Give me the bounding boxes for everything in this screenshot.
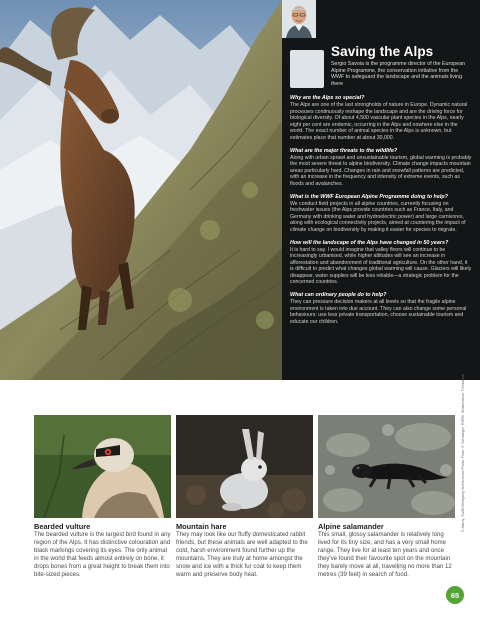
- mountain-hare-photo: [176, 415, 313, 518]
- salamander-image: [318, 415, 455, 518]
- species-description: They may look like our fluffy domesticated rabbit friends, but these animals are well adapted to the cold, harsh environment found further up the mountains. They are truly at home amongst the snow and ice with a thick fur coat to keep them warm and preserve body heat.: [176, 532, 308, 578]
- bearded-vulture-photo: [34, 415, 171, 518]
- qa-item: [290, 148, 472, 188]
- species-name: Alpine salamander: [318, 522, 384, 531]
- qa-item: [290, 95, 472, 142]
- qa-item: [290, 292, 472, 325]
- species-card-alpine-salamander: [318, 415, 455, 579]
- panel-heading-block: [331, 44, 472, 88]
- species-name: Bearded vulture: [34, 522, 91, 531]
- interview-panel: [282, 0, 480, 380]
- qa-answer: Along with urban sprawl and unsustainable tourism, global warming is probably the most severe threat to alpine biodiversity. Climate change impacts mountain areas particularly hard. Changes in rain and snowfall patterns are predicted, with an increase in the frequency and intensity of extreme events, such as floods and avalanches.: [290, 154, 472, 187]
- species-name: Mountain hare: [176, 522, 227, 531]
- qa-answer: The Alps are one of the last strongholds of nature in Europe. Dynamic natural processes continuously reshape the landscape and are the driving force for biological diversity. Of about 4,500 vascular plant species in the Alps, nearly eight per cent are endemic, occurring in the Alps and nowhere else in the world. The exact number of animal species in the Alps is unknown, but estimates place that number at about 30,000.: [290, 102, 468, 141]
- species-card-mountain-hare: [176, 415, 313, 579]
- photo-credit: © Alamy; SuSE/Wolfgang Veit/Science Photo; Flickr: F. Schwaiger; RSPB; Shutterstock; Thinkstock: [461, 374, 465, 532]
- species-description: The bearded vulture is the largest bird found in any region of the Alps. It has distinctive colouration and black markings covering its eyes. The only animal in the world that feeds almost entirely on bone, it drops bones from a great height to break them into bite-sized pieces.: [34, 532, 171, 578]
- panel-intro: Sergio Savoia is the programme director of the European Alpine Programme, the conservation initiative from the WWF to safeguard the landscape and the animals living there: [331, 61, 465, 88]
- hare-image: [176, 415, 313, 518]
- qa-question: What is the WWF European Alpine Programme doing to help?: [290, 193, 448, 200]
- portrait-sergio-savoia: [290, 50, 324, 88]
- alpine-salamander-photo: [318, 415, 455, 518]
- qa-item: [290, 194, 472, 234]
- species-description: This small, glossy salamander is relatively long lived for its tiny size, and has a very small home range. They live for at least ten years and once they've found their favourite spot on the mountain they barely move at all, travelling no more than 12 metres (39 feet) in search of food.: [318, 532, 452, 578]
- qa-question: What can ordinary people do to help?: [290, 292, 387, 299]
- qa-answer: They can pressure decision makers at all levels so that the fragile alpine environment is taken into due account. They can also change some personal behaviours: use less private transportation, choose sustainable tourism and educate our children.: [290, 299, 467, 325]
- vulture-image: [34, 415, 171, 518]
- qa-answer: It is hard to say. I would imagine that valley floors will continue to be increasingly urbanised, while higher altitudes will see an increase in afforestation and abandonment of traditional agriculture. On the other hand, it is difficult to predict what changes global warming will cause. Glaciers will likely disappear, water supplies will be less reliable—a strategic problem for the concerned countries.: [290, 246, 472, 286]
- qa-question: What are the major threats to the wildlife?: [290, 147, 398, 154]
- qa-item: [290, 240, 472, 287]
- species-card-bearded-vulture: [34, 415, 171, 579]
- panel-header: [290, 44, 472, 88]
- qa-question: How will the landscape of the Alps have changed in 50 years?: [290, 239, 449, 246]
- panel-title: Saving the Alps: [331, 44, 434, 59]
- qa-answer: We conduct field projects in all alpine countries, currently focusing on freshwater issues (the Alps provide countries such as France, Italy, and Germany with drinking water and hydroelectric power) and large carnivores, along with ecological connectivity projects, aimed at countering the impact of climate change on biodiversity by making it easier for species to migrate.: [290, 200, 466, 233]
- qa-question: Why are the Alps so special?: [290, 95, 365, 101]
- page-number-badge: 65: [446, 586, 464, 604]
